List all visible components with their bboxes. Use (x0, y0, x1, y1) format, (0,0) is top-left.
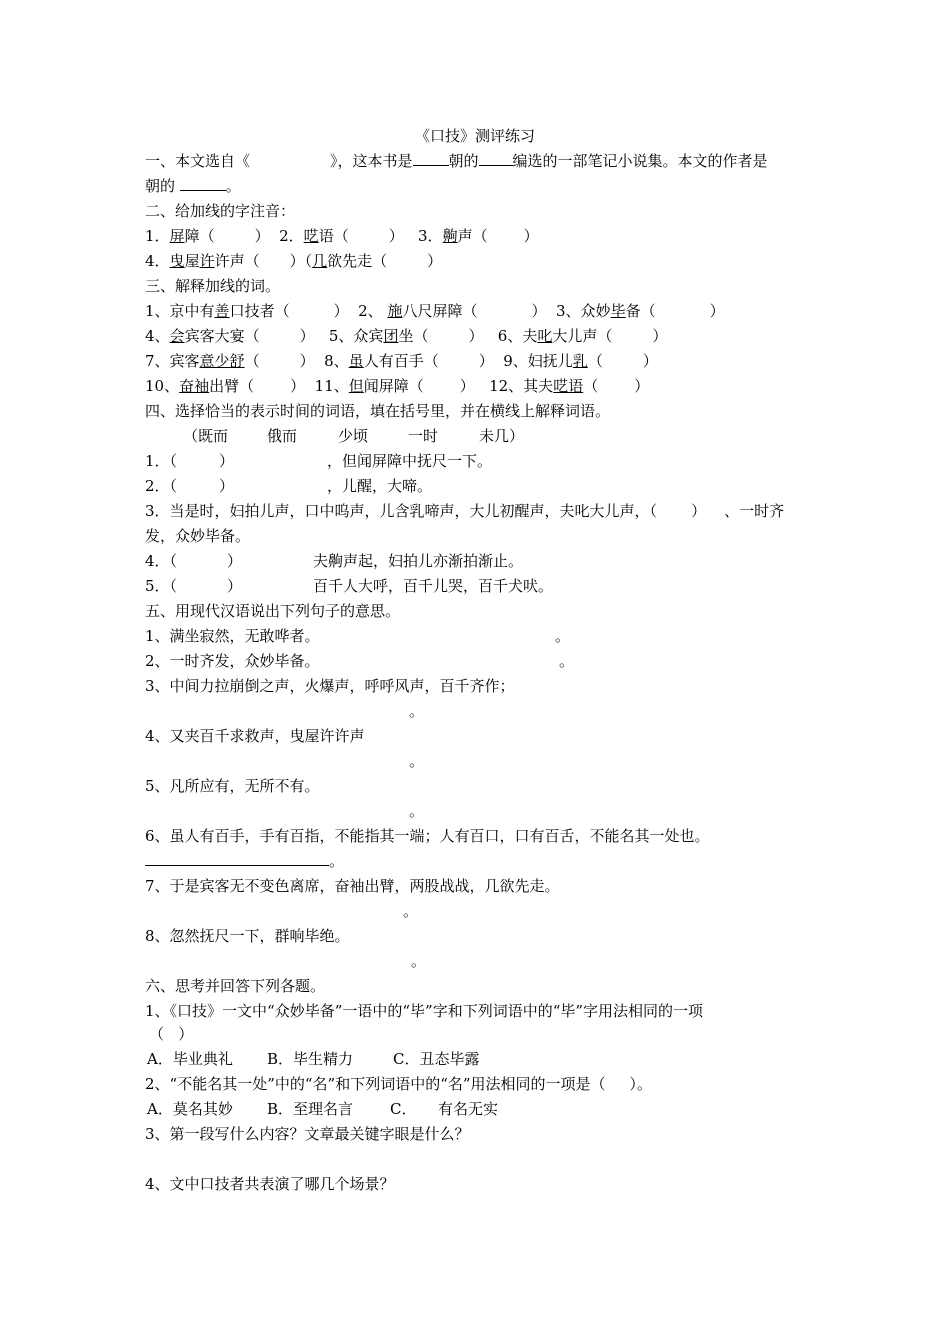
text: 闻屏障（ (363, 377, 424, 395)
text: ） 2． (254, 227, 304, 245)
underlined-char: 屏 (169, 227, 185, 245)
section3-heading: 三、解释加线的词。 (145, 277, 281, 295)
text: ） 3、众妙 (531, 302, 611, 320)
text: 1、满坐寂然，无敢哗者。 (145, 627, 320, 645)
s1-blank-author (180, 177, 226, 191)
section6-q3: 3、第一段写什么内容？文章最关键字眼是什么？ (145, 1125, 470, 1143)
underlined-char: 齁 (442, 227, 458, 245)
s1-blank-editor (479, 152, 513, 166)
text: 声（ (457, 227, 488, 245)
text: 1．（ (145, 452, 178, 470)
option-word: 一时 (408, 427, 439, 445)
section5-item7: 7、于是宾客无不变色离席，奋袖出臂，两股战战，几欲先走。 (145, 877, 560, 895)
section5-item1 (145, 626, 810, 646)
answer-end-period: 。 (559, 652, 575, 670)
text: ） 8、 (299, 352, 349, 370)
text: 人有百手（ (363, 352, 439, 370)
section5-item3: 3、中间力拉崩倒之声，火爆声，呼呼风声，百千齐作； (145, 677, 515, 695)
text: 5．（ (145, 577, 178, 595)
s1-text-f: 。 (225, 177, 241, 195)
underlined-word: 意少舒 (199, 352, 245, 370)
text: （ (244, 352, 260, 370)
s1-text-b: 》，这本书是 (330, 152, 413, 170)
text: ） (227, 552, 243, 570)
text: ） 12、其夫 (459, 377, 554, 395)
text: 语（ (318, 227, 349, 245)
text: 7、宾客 (145, 352, 200, 370)
answer-end-period: 。 (409, 802, 425, 820)
text: ，但闻屏障中抚尺一下。 (327, 452, 493, 470)
text: 3．当是时，妇拍儿声，口中呜声，儿含乳啼声，大儿初醒声，夫叱大儿声，（ (145, 502, 658, 520)
text: ） (219, 452, 235, 470)
section3-row1 (145, 301, 810, 321)
text: 10、 (145, 377, 180, 395)
text: 4、 (145, 327, 170, 345)
underlined-word: 虽 (348, 352, 364, 370)
text: 1． (145, 227, 170, 245)
text: 夫齁声起，妇拍儿亦渐拍渐止。 (313, 552, 524, 570)
answer-blank-line (145, 852, 329, 866)
text: ） (523, 227, 539, 245)
section4-q3-line1 (145, 501, 810, 521)
text: 宾客大宴（ (184, 327, 260, 345)
underlined-word: 乳 (572, 352, 588, 370)
text: 许声（ (214, 252, 260, 270)
text: ） 2、 (333, 302, 388, 320)
underlined-word: 呓语 (553, 377, 584, 395)
section4-heading: 四、选择恰当的表示时间的词语，填在括号里，并在横线上解释词语。 (145, 402, 611, 420)
option-a: A．毕业典礼 (147, 1050, 233, 1068)
underlined-word: 团 (383, 327, 399, 345)
text: 八尺屏障（ (402, 302, 478, 320)
text: 2．（ (145, 477, 178, 495)
text: 1、京中有 (145, 302, 215, 320)
text: ） (709, 302, 725, 320)
section6-heading: 六、思考并回答下列各题。 (145, 977, 326, 995)
text: 、一时齐 (724, 502, 785, 520)
answer-end-period: 。 (409, 702, 425, 720)
text: 备（ (625, 302, 656, 320)
section1-line1 (145, 151, 810, 171)
underlined-char: 呓 (303, 227, 319, 245)
section4-q3-line2: 发，众妙毕备。 (145, 527, 251, 545)
underlined-char: 几 (312, 252, 328, 270)
section3-row2 (145, 326, 810, 346)
underlined-char: 许 (199, 252, 215, 270)
option-a: A．莫名其妙 (147, 1100, 233, 1118)
text: ） (691, 502, 707, 520)
option-word: （既而 (183, 427, 229, 445)
text: ）（ (289, 252, 313, 270)
underlined-word: 叱 (537, 327, 553, 345)
section5-item2 (145, 651, 810, 671)
section2-row1 (145, 226, 810, 246)
underlined-word: 毕 (610, 302, 626, 320)
option-c: C．丑态毕露 (393, 1050, 480, 1068)
text: 障（ (184, 227, 215, 245)
text: 口技者（ (229, 302, 290, 320)
text: 4． (145, 252, 170, 270)
underlined-word: 但 (348, 377, 364, 395)
section5-item5: 5、凡所应有，无所不有。 (145, 777, 320, 795)
text: 百千人大呼，百千儿哭，百千犬吠。 (313, 577, 554, 595)
text: 屋 (184, 252, 200, 270)
text: ） (219, 477, 235, 495)
section5-item4: 4、又夹百千求救声，曳屋许许声 (145, 727, 365, 745)
text: 4．（ (145, 552, 178, 570)
answer-end-period: 。 (411, 952, 427, 970)
s1-blank-dynasty (413, 152, 449, 166)
section5-heading: 五、用现代汉语说出下列句子的意思。 (145, 602, 401, 620)
answer-end-period: 。 (403, 902, 419, 920)
text: ） 11、 (290, 377, 349, 395)
section5-item8: 8、忽然抚尺一下，群响毕绝。 (145, 927, 350, 945)
s1-text-c: 朝的 (448, 152, 479, 170)
option-word: 少顷 (338, 427, 369, 445)
section1-line2 (145, 176, 810, 196)
text: ） (642, 352, 658, 370)
text: 欲先走（ (327, 252, 388, 270)
section5-item6-answer (145, 851, 810, 871)
underlined-word: 善 (214, 302, 230, 320)
text: ） 5、众宾 (299, 327, 384, 345)
section3-row4 (145, 376, 810, 396)
section6-q4: 4、文中口技者共表演了哪几个场景？ (145, 1175, 395, 1193)
text: （ (583, 377, 599, 395)
underlined-word: 奋袖 (179, 377, 210, 395)
s1-text-a: 一、本文选自《 (145, 152, 251, 170)
section2-row2 (145, 251, 810, 271)
text: ） (652, 327, 668, 345)
answer-paren: （ ） (149, 1025, 194, 1043)
option-b: B．毕生精力 (267, 1050, 354, 1068)
section6-q2: 2、“不能名其一处”中的“名”和下列词语中的“名”用法相同的一项是（ ）。 (145, 1075, 652, 1093)
answer-end-period: 。 (555, 627, 571, 645)
option-b: B．至理名言 (267, 1100, 354, 1118)
section5-item6: 6、虽人有百手，手有百指，不能指其一端；人有百口，口有百舌，不能名其一处也。 (145, 827, 710, 845)
text: ） 3． (388, 227, 443, 245)
section3-row3 (145, 351, 810, 371)
underlined-word: 会 (169, 327, 185, 345)
s1-text-d: 编选的一部笔记小说集。本文的作者是 (512, 152, 768, 170)
text: ） (634, 377, 650, 395)
text: 大儿声（ (552, 327, 613, 345)
answer-end-period: 。 (329, 852, 345, 870)
text: （ (587, 352, 603, 370)
option-c-text: 有名无实 (438, 1100, 499, 1118)
text: 坐（ (398, 327, 429, 345)
underlined-char: 曳 (169, 252, 185, 270)
option-c: C． (390, 1100, 417, 1118)
text: ） (427, 252, 443, 270)
text: ） 6、夫 (468, 327, 538, 345)
text: ，儿醒，大啼。 (327, 477, 433, 495)
option-word: 未几） (479, 427, 525, 445)
text: ） 9、妇抚儿 (478, 352, 573, 370)
s1-text-e: 朝的 (145, 177, 176, 195)
section2-heading: 二、给加线的字注音： (145, 202, 296, 220)
section6-q1-line2 (145, 1024, 810, 1044)
answer-end-period: 。 (409, 752, 425, 770)
option-word: 俄而 (267, 427, 298, 445)
text: 2、一时齐发，众妙毕备。 (145, 652, 320, 670)
underlined-word: 施 (387, 302, 403, 320)
text: 出臂（ (209, 377, 255, 395)
text: ） (227, 577, 243, 595)
page-title: 《口技》测评练习 (414, 127, 535, 145)
section6-q1-line1: 1、《口技》一文中“众妙毕备”一语中的“毕”字和下列词语中的“毕”字用法相同的一项 (145, 1002, 704, 1020)
